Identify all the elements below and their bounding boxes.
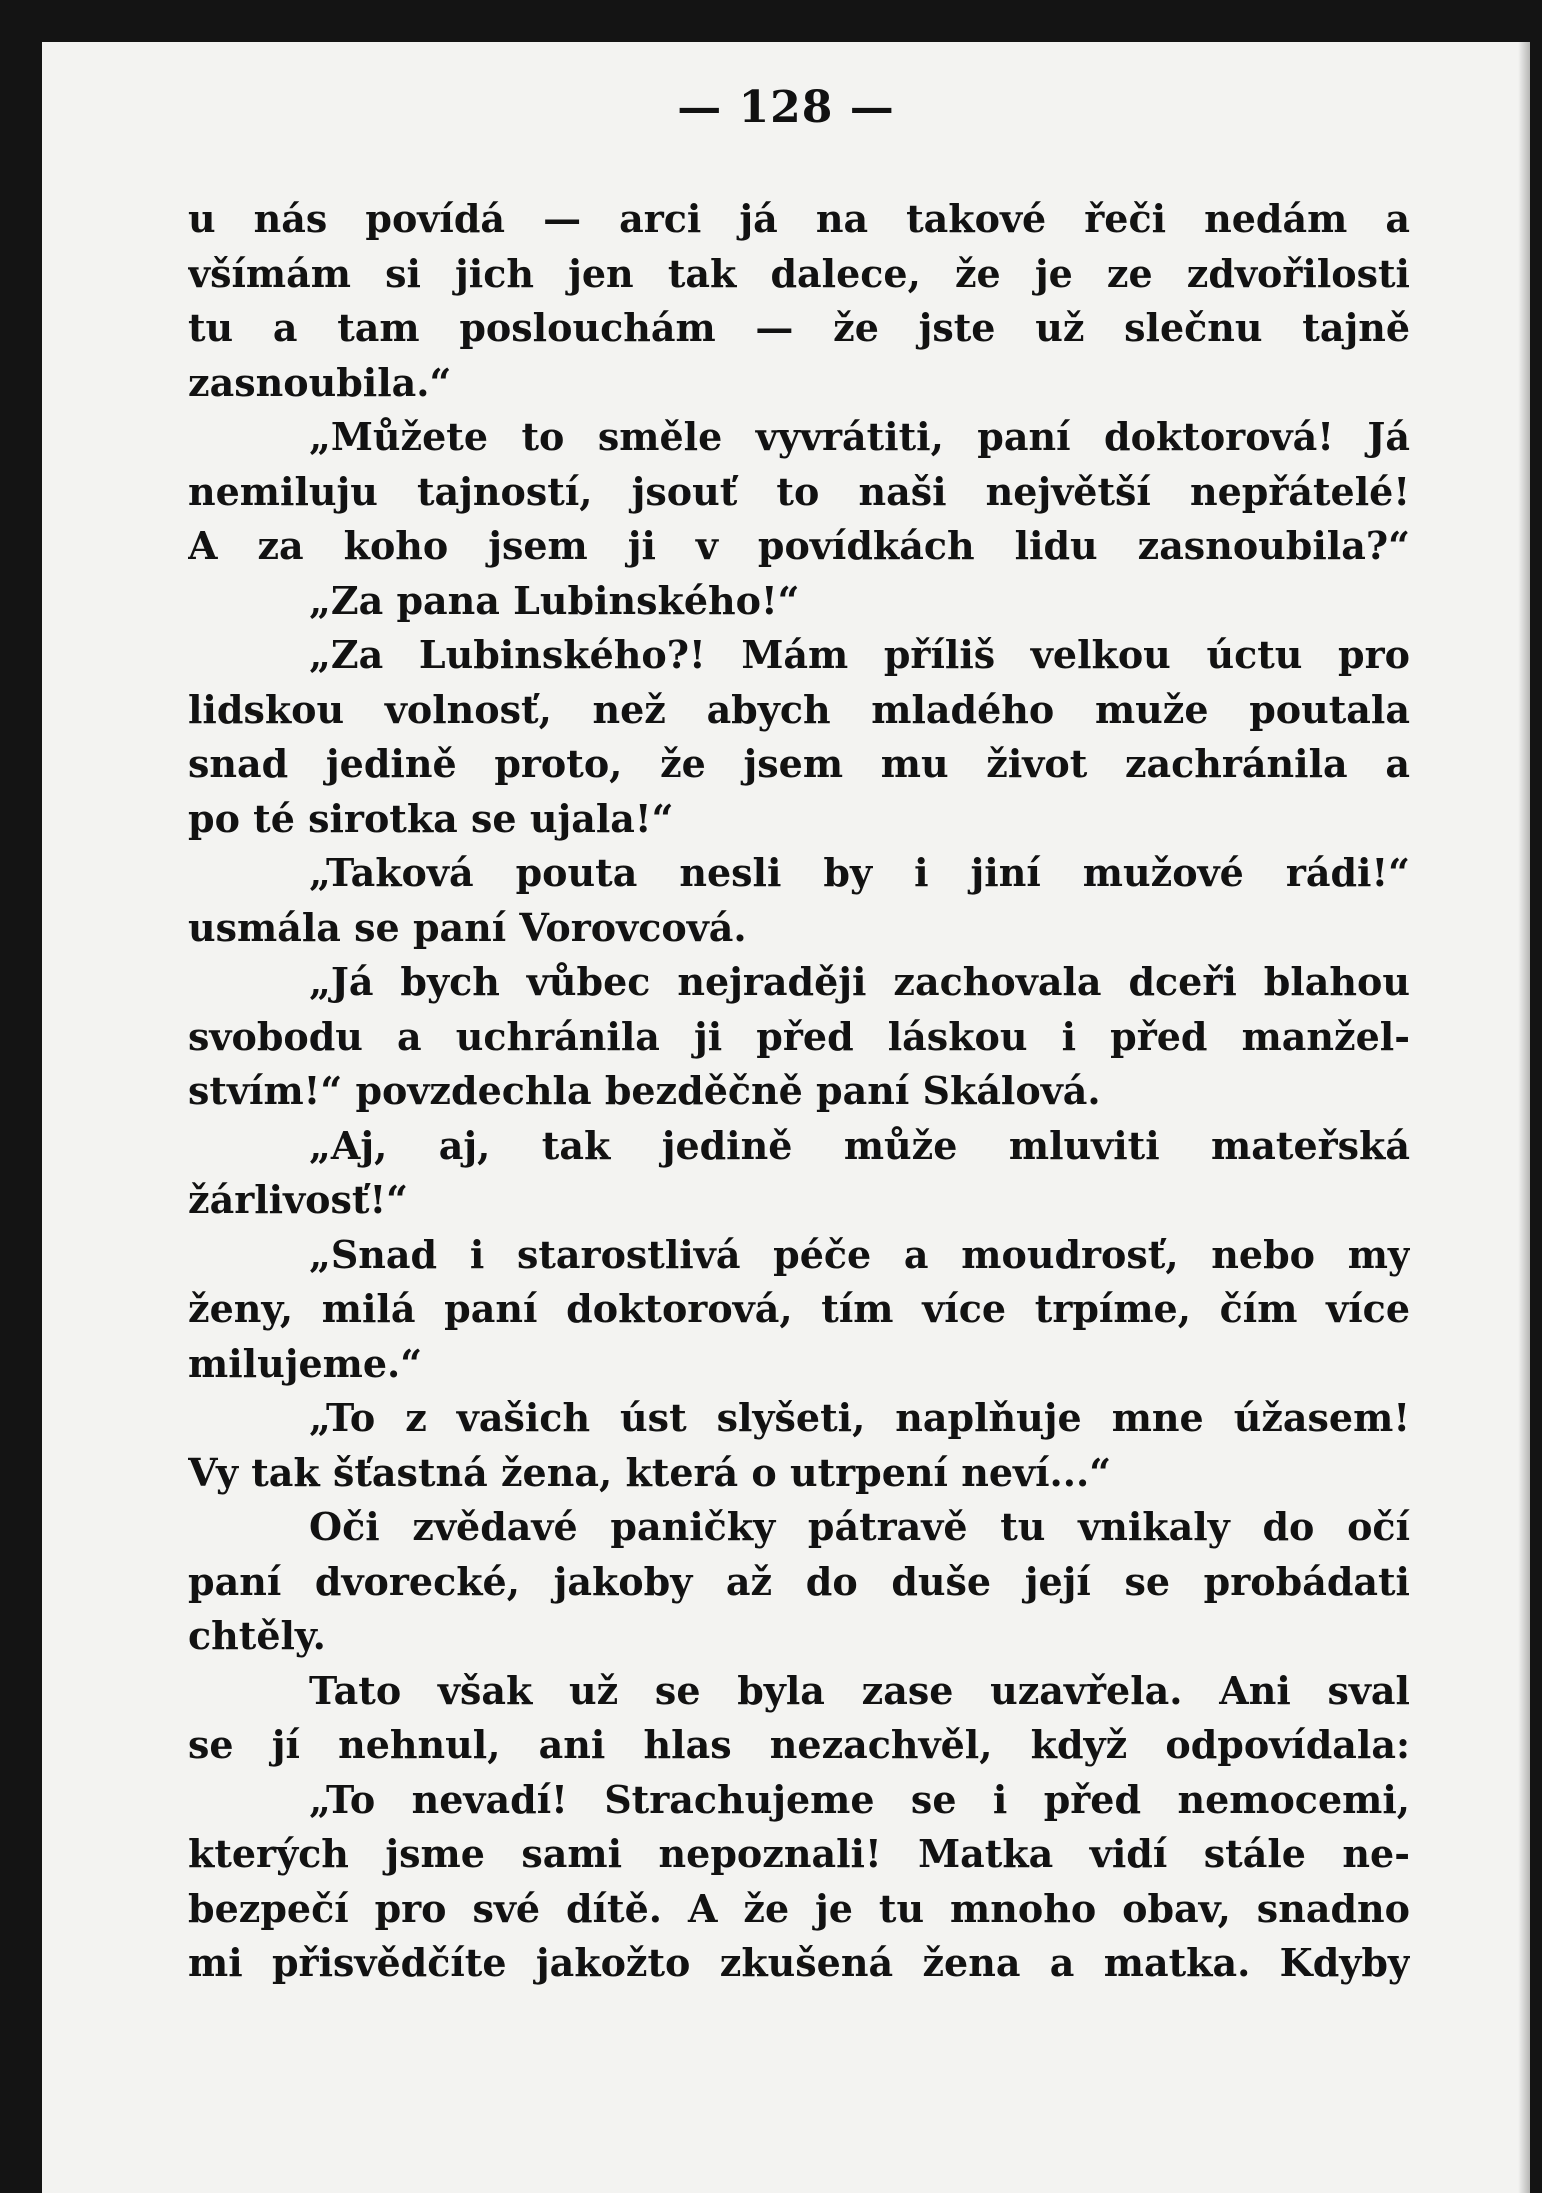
text-line: Tato však už se byla zase uzavřela. Ani sval — [309, 1667, 1410, 1713]
text-line: stvím!“ povzdechla bezděčně paní Skálová. — [188, 1068, 1101, 1113]
text-line: usmála se paní Vorovcová. — [188, 904, 747, 950]
text-line: „Taková pouta nesli by i jiní mužové rádi!“ — [309, 850, 1410, 895]
text-line: paní dvorecké, jakoby až do duše její se probádati — [188, 1558, 1410, 1604]
text-line: žárlivosť!“ — [188, 1177, 409, 1222]
text-line: lidskou volnosť, než abych mladého muže poutala — [188, 686, 1410, 732]
text-line: se jí nehnul, ani hlas nezachvěl, když odpovídala: — [188, 1722, 1410, 1767]
text-line: po té sirotka se ujala!“ — [188, 795, 674, 841]
text-line: „Můžete to směle vyvrátiti, paní doktorová! Já — [309, 414, 1410, 459]
text-line: všímám si jich jen tak dalece, že je ze zdvořilosti — [188, 250, 1410, 296]
body-text — [188, 192, 1410, 1991]
text-line: Vy tak šťastná žena, která o utrpení neví...“ — [188, 1449, 1112, 1495]
text-line: A za koho jsem ji v povídkách lidu zasnoubila?“ — [188, 523, 1410, 568]
text-line: Oči zvědavé paničky pátravě tu vnikaly do očí — [309, 1504, 1410, 1549]
text-line: milujeme.“ — [188, 1340, 423, 1386]
text-line: u nás povídá — arci já na takové řeči nedám a — [188, 196, 1410, 241]
text-line: „To z vašich úst slyšeti, naplňuje mne úžasem! — [309, 1395, 1410, 1440]
text-line: „Za Lubinského?! Mám příliš velkou úctu pro — [309, 632, 1410, 677]
text-line: tu a tam poslouchám — že jste už slečnu tajně — [188, 305, 1410, 350]
page-number: — 128 — — [677, 82, 895, 133]
book-page — [42, 42, 1530, 2193]
text-line: „Já bych vůbec nejraději zachovala dceři blahou — [309, 959, 1410, 1004]
text-line: zasnoubila.“ — [188, 359, 452, 405]
text-line: bezpečí pro své dítě. A že je tu mnoho obav, snadno — [188, 1885, 1410, 1931]
text-line: „Snad i starostlivá péče a moudrosť, nebo my — [309, 1231, 1410, 1277]
text-line: „Aj, aj, tak jedině může mluviti mateřská — [309, 1122, 1410, 1168]
text-line: chtěly. — [188, 1613, 326, 1658]
text-line: ženy, milá paní doktorová, tím více trpíme, čím více — [188, 1286, 1410, 1331]
text-line: „To nevadí! Strachujeme se i před nemocemi, — [309, 1776, 1410, 1822]
text-line: mi přisvědčíte jakožto zkušená žena a matka. Kdyby — [188, 1940, 1410, 1985]
text-line: nemiluju tajností, jsouť to naši největší nepřátelé! — [188, 468, 1410, 514]
text-line: „Za pana Lubinského!“ — [309, 577, 800, 623]
text-line: kterých jsme sami nepoznali! Matka vidí stále ne- — [188, 1831, 1410, 1876]
text-line: snad jedině proto, že jsem mu život zachránila a — [188, 741, 1410, 786]
text-line: svobodu a uchránila ji před láskou i před manžel- — [188, 1013, 1410, 1059]
